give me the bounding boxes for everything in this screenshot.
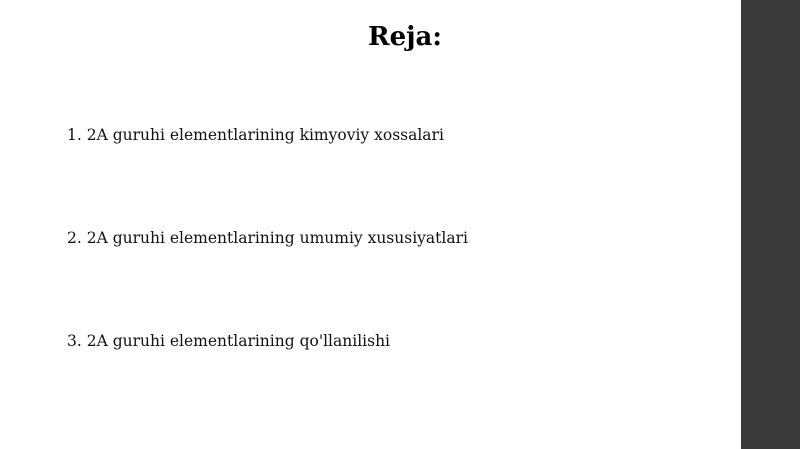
plan-item-3: 3. 2A guruhi elementlarining qo'llanilishi — [67, 332, 391, 350]
slide-title: Reja: — [367, 22, 442, 52]
plan-item-1: 1. 2A guruhi elementlarining kimyoviy xossalari — [67, 126, 444, 144]
side-panel — [741, 0, 800, 449]
plan-item-2: 2. 2A guruhi elementlarining umumiy xususiyatlari — [67, 229, 468, 247]
